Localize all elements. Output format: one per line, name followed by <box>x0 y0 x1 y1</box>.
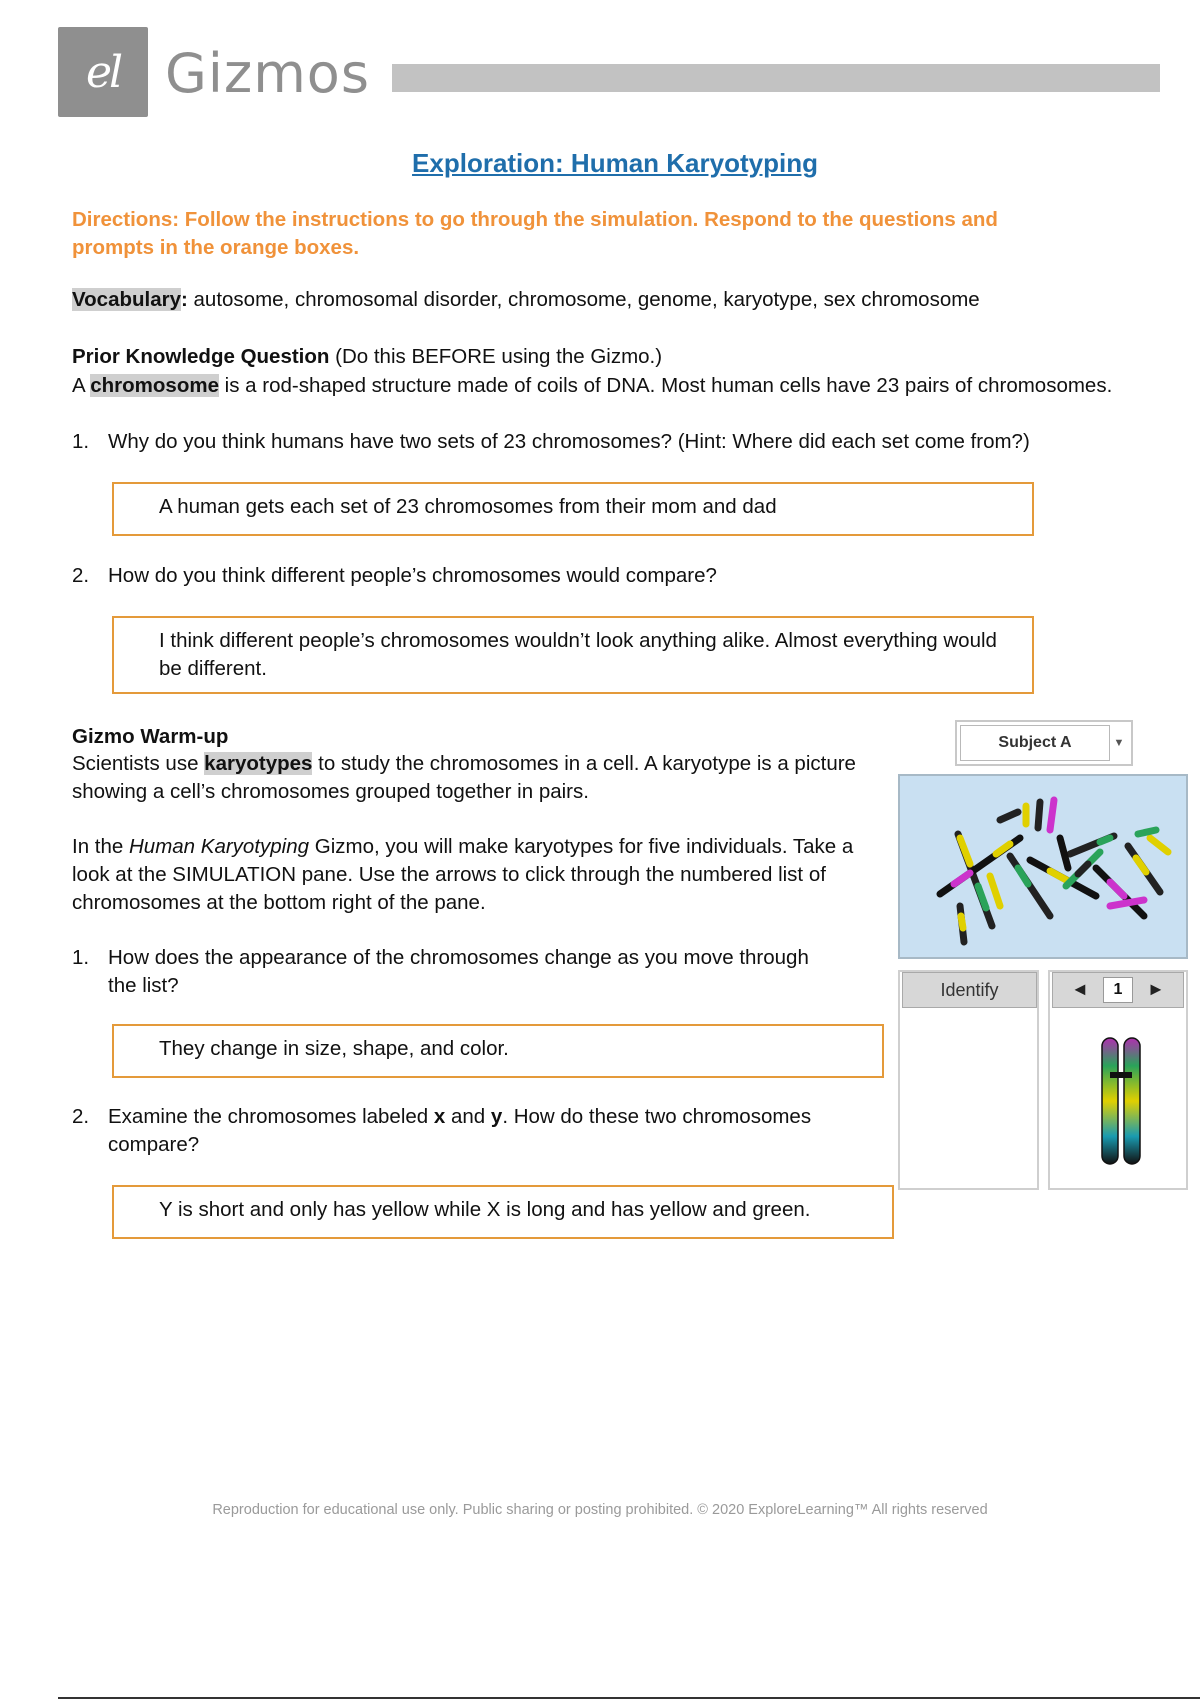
pk-question-2-text: How do you think different people’s chromosomes would compare? <box>108 564 717 587</box>
chromosome-number: 1 <box>1103 977 1133 1003</box>
warmup-answer-1-box[interactable] <box>112 1024 884 1078</box>
definition-rest: is a rod-shaped structure made of coils of DNA. Most human cells have 23 pairs of chromosomes. <box>218 374 1113 397</box>
vocabulary-colon: : <box>181 288 188 311</box>
prior-knowledge-note: (Do this BEFORE using the Gizmo.) <box>329 345 663 368</box>
brand-name: Gizmos <box>165 42 370 105</box>
q2-text-a: Examine the chromosomes labeled <box>108 1105 434 1128</box>
warmup-intro <box>72 750 872 806</box>
subject-select-value: Subject A <box>960 725 1110 761</box>
warmup-para2-rest: Gizmo, you will make karyotypes for five individuals. Take a look at the SIMULATION pane. Use the arrows to click through the numbered list of chromosomes at the bottom right of the pane. <box>72 835 854 914</box>
warmup-intro-rest: to study the chromosomes in a cell. A karyotype is a picture showing a cell’s chromosomes grouped together in pairs. <box>72 752 856 803</box>
bottom-rule <box>58 1697 1200 1699</box>
warmup-intro-prefix: Scientists use <box>72 752 205 775</box>
page-title: Exploration: Human Karyotyping <box>412 148 818 178</box>
warmup-answer-2: Y is short and only has yellow while X is long and has yellow and green. <box>159 1198 811 1221</box>
logo-glyph: el <box>85 46 121 98</box>
identify-button[interactable]: Identify <box>902 972 1037 1008</box>
warmup-answer-1: They change in size, shape, and color. <box>159 1037 509 1060</box>
copyright-footer: Reproduction for educational use only. Public sharing or posting prohibited. © 2020 ExploreLearning™ All rights reserved <box>212 1502 988 1518</box>
vocabulary-line <box>72 286 1172 314</box>
chromosome-spread-view[interactable] <box>898 774 1188 959</box>
chromosome-definition <box>72 372 1200 400</box>
header-bar <box>392 64 1160 92</box>
warmup-instructions <box>72 833 872 917</box>
warmup-heading <box>72 723 872 751</box>
chevron-down-icon[interactable]: ▼ <box>1113 737 1125 749</box>
prior-knowledge-heading-line <box>72 343 1172 371</box>
pk-answer-2-box[interactable] <box>112 616 1034 694</box>
pk-answer-1: A human gets each set of 23 chromosomes from their mom and dad <box>159 495 777 518</box>
next-arrow-icon[interactable]: ► <box>1147 979 1165 999</box>
prior-knowledge-heading: Prior Knowledge Question <box>72 345 330 368</box>
pk-question-2-number: 2. <box>72 564 90 587</box>
vocabulary-terms: autosome, chromosomal disorder, chromosome, genome, karyotype, sex chromosome <box>187 288 980 311</box>
warmup-question-1-number: 1. <box>72 946 90 969</box>
pk-question-1-text: Why do you think humans have two sets of 23 chromosomes? (Hint: Where did each set come from?) <box>108 430 1030 453</box>
warmup-question-2-text <box>108 1103 888 1159</box>
y-label: y <box>490 1105 503 1128</box>
chromosome-spread-image <box>900 776 1188 959</box>
directions-text: Directions: Follow the instructions to go through the simulation. Respond to the questions and prompts in the orange boxes. <box>72 208 998 259</box>
q2-text-c: . How do these two chromosomes compare? <box>108 1105 812 1156</box>
definition-prefix: A <box>72 374 91 397</box>
warmup-answer-2-box[interactable] <box>112 1185 894 1239</box>
warmup-para2-prefix: In the <box>72 835 129 858</box>
subject-select[interactable] <box>955 720 1133 766</box>
karyotypes-term: karyotypes <box>204 752 313 775</box>
chromosome-navigator <box>1052 972 1184 1008</box>
q2-text-b: and <box>445 1105 491 1128</box>
previous-arrow-icon[interactable]: ◄ <box>1071 979 1089 999</box>
pk-answer-1-box[interactable] <box>112 482 1034 536</box>
pk-answer-2: I think different people’s chromosomes wouldn’t look anything alike. Almost everything would be different. <box>159 629 997 680</box>
vocabulary-label: Vocabulary <box>72 288 181 311</box>
explorelearning-logo <box>58 27 148 117</box>
chromosome-term: chromosome <box>90 374 219 397</box>
warmup-question-1-text: How does the appearance of the chromosomes change as you move through the list? <box>108 946 809 997</box>
pk-question-1-number: 1. <box>72 430 90 453</box>
gizmo-name: Human Karyotyping <box>129 835 310 858</box>
warmup-heading-text: Gizmo Warm-up <box>72 725 229 748</box>
x-label: x <box>433 1105 446 1128</box>
warmup-question-2-number: 2. <box>72 1105 90 1128</box>
